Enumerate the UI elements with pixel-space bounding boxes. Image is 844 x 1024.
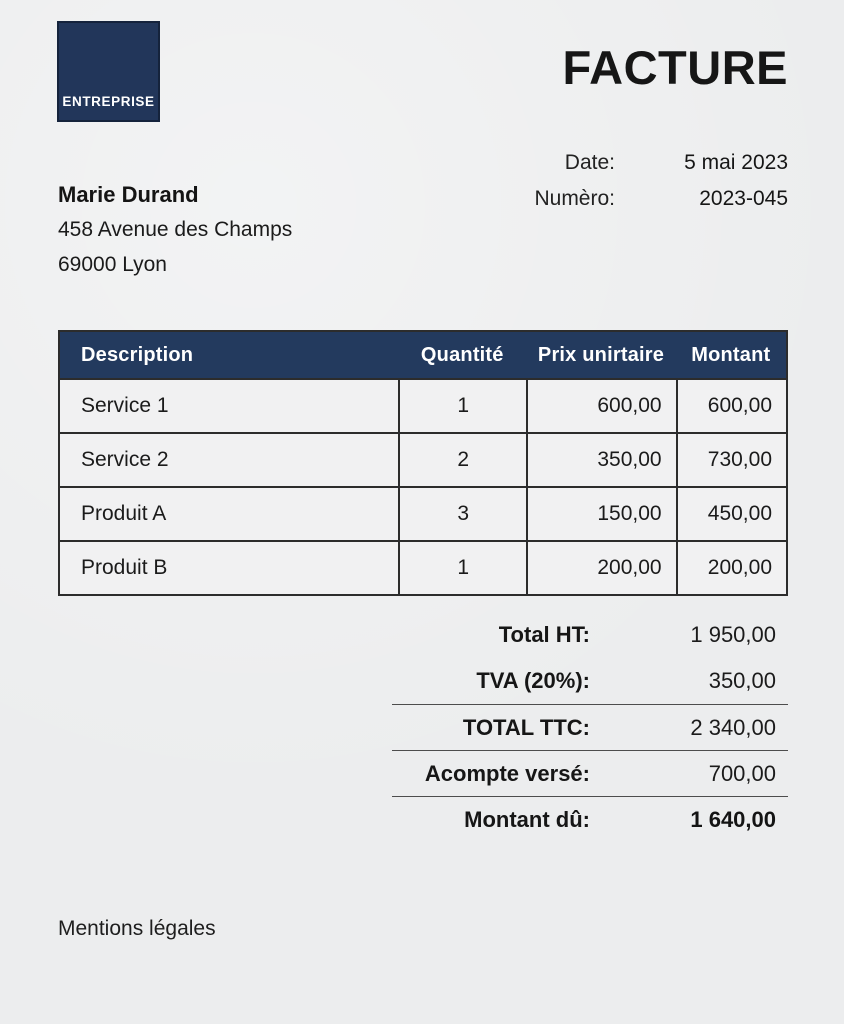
acompte-label: Acompte versé: bbox=[424, 760, 590, 786]
total-ttc-value: 2 340,00 bbox=[690, 714, 776, 740]
item-amount: 730,00 bbox=[676, 434, 786, 486]
item-unit-price: 350,00 bbox=[526, 434, 675, 486]
client-address-line2: 69000 Lyon bbox=[58, 253, 167, 276]
header-description: Description bbox=[81, 343, 194, 366]
invoice-meta bbox=[534, 151, 788, 211]
header-amount: Montant bbox=[691, 343, 771, 366]
tva-value: 350,00 bbox=[708, 668, 776, 693]
acompte-row bbox=[392, 750, 788, 796]
total-ht-value: 1 950,00 bbox=[690, 622, 776, 647]
client-block bbox=[58, 177, 292, 282]
item-quantity: 2 bbox=[398, 434, 526, 486]
invoice-number-label: Numèro: bbox=[534, 187, 615, 210]
item-unit-price: 200,00 bbox=[526, 542, 675, 594]
item-quantity: 1 bbox=[398, 380, 526, 432]
total-ttc-row bbox=[392, 704, 788, 750]
item-description: Service 2 bbox=[81, 448, 169, 471]
tva-label: TVA (20%): bbox=[476, 668, 590, 693]
item-quantity: 3 bbox=[398, 488, 526, 540]
date-value: 5 mai 2023 bbox=[684, 151, 788, 174]
montant-du-row bbox=[392, 796, 788, 842]
montant-du-label: Montant dû: bbox=[464, 806, 590, 832]
document-title: FACTURE bbox=[562, 41, 788, 94]
client-name: Marie Durand bbox=[58, 182, 199, 207]
item-amount: 450,00 bbox=[676, 488, 786, 540]
item-quantity: 1 bbox=[398, 542, 526, 594]
header-unit-price: Prix unirtaire bbox=[537, 343, 665, 366]
tva-row bbox=[392, 658, 788, 704]
total-ht-label: Total HT: bbox=[498, 622, 590, 647]
total-ttc-label: TOTAL TTC: bbox=[462, 714, 590, 740]
items-table bbox=[58, 330, 788, 596]
total-ht-row bbox=[392, 612, 788, 658]
item-description: Produit A bbox=[81, 502, 167, 525]
invoice-number-value: 2023-045 bbox=[699, 187, 788, 210]
table-row bbox=[60, 540, 786, 594]
table-row bbox=[60, 486, 786, 540]
table-row bbox=[60, 432, 786, 486]
item-description: Produit B bbox=[81, 556, 168, 579]
item-description: Service 1 bbox=[81, 394, 169, 417]
item-unit-price: 150,00 bbox=[526, 488, 675, 540]
header-quantity: Quantité bbox=[420, 343, 504, 366]
item-amount: 600,00 bbox=[676, 380, 786, 432]
items-table-header bbox=[60, 332, 786, 378]
client-address-line1: 458 Avenue des Champs bbox=[58, 218, 293, 241]
company-logo bbox=[57, 21, 160, 122]
legal-mentions: Mentions légales bbox=[58, 917, 216, 940]
montant-du-value: 1 640,00 bbox=[690, 806, 776, 832]
company-logo-label: ENTREPRISE bbox=[62, 94, 155, 109]
date-label: Date: bbox=[564, 151, 615, 174]
item-amount: 200,00 bbox=[676, 542, 786, 594]
table-row bbox=[60, 378, 786, 432]
totals-block bbox=[392, 612, 788, 842]
item-unit-price: 600,00 bbox=[526, 380, 675, 432]
acompte-value: 700,00 bbox=[708, 760, 776, 786]
